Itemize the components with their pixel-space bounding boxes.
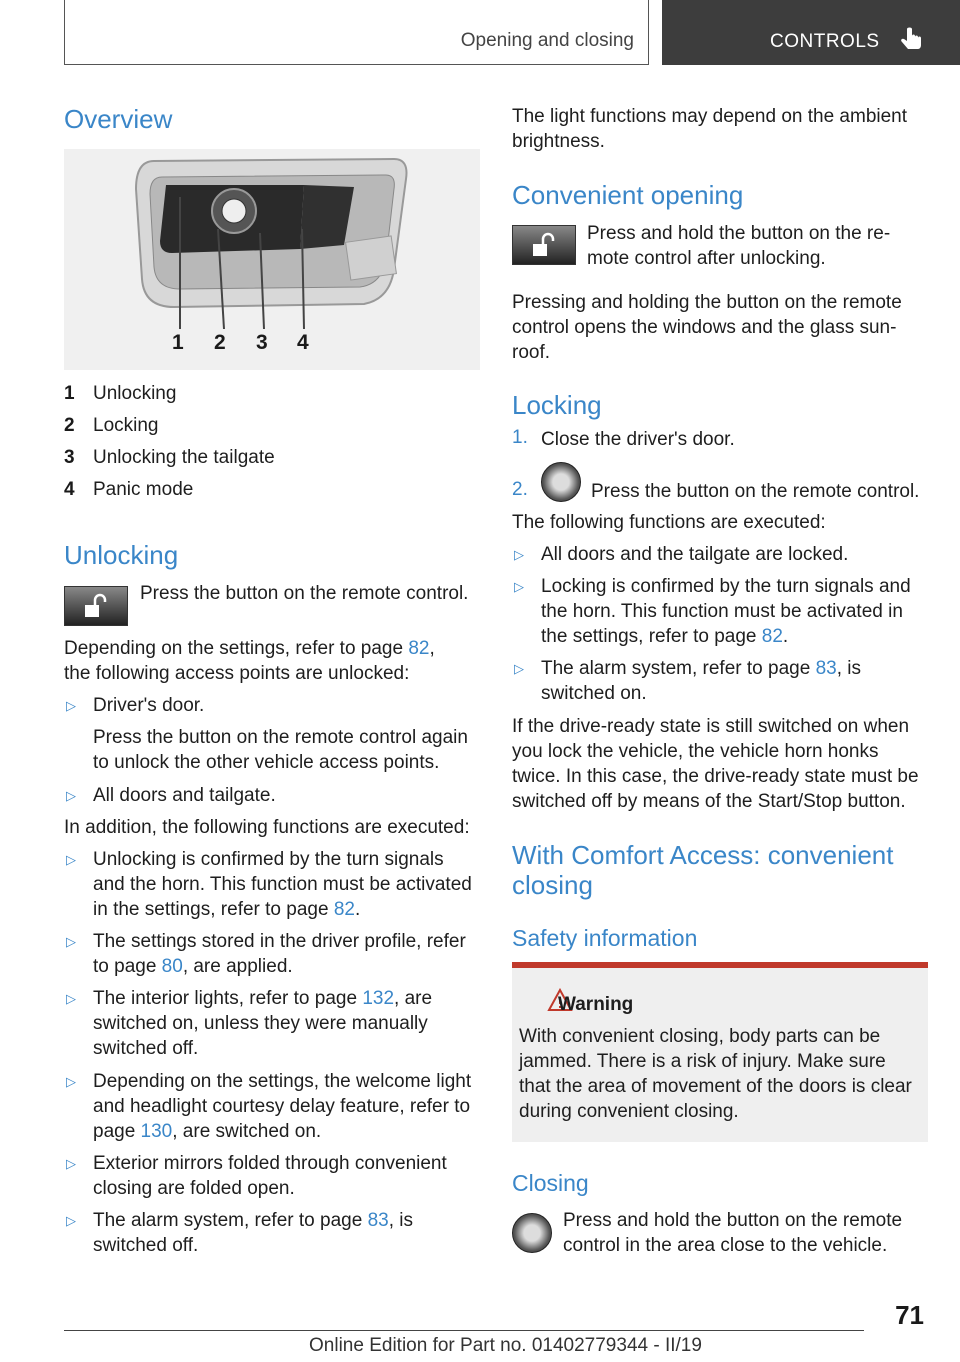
text: If the drive-ready state is still switched on when <box>512 716 910 737</box>
bullet-text: All doors and the tailgate are locked. <box>541 544 849 565</box>
step-text: Close the driver's door. <box>541 429 735 450</box>
text: switched off. <box>93 1038 199 1059</box>
header-section-box <box>64 0 649 65</box>
text: With convenient closing, body parts can be <box>519 1026 881 1047</box>
bullet-icon: ▷ <box>514 579 524 594</box>
text: , is <box>836 658 861 679</box>
callout-4: 4 <box>297 331 309 354</box>
bullet-text <box>93 1151 493 1201</box>
text: and the horn. This function must be activated <box>93 874 472 895</box>
page-number: 71 <box>895 1300 924 1330</box>
text: mote control after unlocking. <box>587 248 826 269</box>
functions-para: In addition, the following functions are executed: <box>64 817 470 838</box>
unlock-icon <box>65 587 129 627</box>
text: you lock the vehicle, the vehicle horn honks <box>512 741 879 762</box>
text: switched on. <box>541 683 647 704</box>
text: , is <box>388 1210 413 1231</box>
overview-item-label: Unlocking <box>93 383 177 404</box>
bullet-text <box>93 847 493 922</box>
bullet-icon: ▷ <box>66 934 76 949</box>
unlocking-intro: Press the button on the remote control. <box>140 583 469 604</box>
text: The alarm system, refer to page <box>541 658 816 679</box>
page-link[interactable]: 80 <box>161 956 183 977</box>
page-link[interactable]: 82 <box>408 638 430 659</box>
bullet-text <box>541 656 931 706</box>
warning-title: Warning <box>558 994 634 1015</box>
callout-2: 2 <box>214 331 226 354</box>
page-link[interactable]: 83 <box>367 1210 389 1231</box>
bullet-text <box>93 1208 493 1258</box>
text: The light functions may depend on the ambient <box>512 106 908 127</box>
step-number: 1. <box>512 427 528 448</box>
text: the horn. This function must be activated in <box>541 601 903 622</box>
bullet-icon: ▷ <box>66 1074 76 1089</box>
text: jammed. There is a risk of injury. Make sure <box>519 1051 886 1072</box>
bullet-text: All doors and tailgate. <box>93 785 276 806</box>
text: Depending on the settings, the welcome light <box>93 1071 472 1092</box>
text: Unlocking is confirmed by the turn signals <box>93 849 444 870</box>
text: Pressing and holding the button on the remote <box>512 292 902 313</box>
convenient-opening-title: Convenient opening <box>512 180 744 210</box>
convenient-opening-para <box>512 290 932 365</box>
text: Press and hold the button on the re- <box>587 223 891 244</box>
comfort-access-title-cont: closing <box>512 870 593 900</box>
text: The interior lights, refer to page <box>93 988 363 1009</box>
overview-item-label: Unlocking the tailgate <box>93 447 275 468</box>
page-link[interactable]: 83 <box>815 658 837 679</box>
functions-para: The following functions are executed: <box>512 512 826 533</box>
callout-1: 1 <box>172 331 184 354</box>
unlock-button-image <box>64 586 128 626</box>
warning-box <box>512 962 928 1142</box>
unlock-button-image <box>512 225 576 265</box>
text: , are switched on. <box>172 1121 322 1142</box>
locking-title: Locking <box>512 390 602 420</box>
remote-key-illustration <box>64 149 480 370</box>
bmw-button-icon <box>541 462 581 502</box>
bullet-icon: ▷ <box>66 788 76 803</box>
safety-info-title: Safety information <box>512 925 698 951</box>
text: roof. <box>512 342 551 363</box>
text: switched off. <box>93 1235 199 1256</box>
bullet-icon: ▷ <box>66 991 76 1006</box>
bullet-icon: ▷ <box>66 1156 76 1171</box>
remote-key-icon <box>64 149 480 370</box>
overview-item-label: Panic mode <box>93 479 194 500</box>
drive-ready-para <box>512 714 942 814</box>
bullet-text <box>541 574 931 649</box>
callout-3: 3 <box>256 331 268 354</box>
closing-title: Closing <box>512 1170 589 1196</box>
text: that the area of movement of the doors is clear <box>519 1076 912 1097</box>
convenient-opening-text <box>587 221 927 271</box>
overview-item-num: 1 <box>64 383 75 404</box>
text: . <box>354 899 361 920</box>
hand-pointer-icon <box>898 26 926 54</box>
footer-edition: Online Edition for Part no. 01402779344 - II/19 <box>309 1335 702 1356</box>
page-link[interactable]: 130 <box>140 1121 173 1142</box>
step-text: Press the button on the remote control. <box>591 481 920 502</box>
footer-divider <box>64 1330 864 1331</box>
warning-text <box>519 1024 929 1124</box>
text: page <box>93 1121 141 1142</box>
page-link[interactable]: 82 <box>333 899 355 920</box>
text: Locking is confirmed by the turn signals and <box>541 576 911 597</box>
header-chapter-box <box>662 0 960 65</box>
bullet-text <box>93 929 493 979</box>
text: The settings stored in the driver profile, refer <box>93 931 466 952</box>
bullet-icon: ▷ <box>66 852 76 867</box>
light-functions-para <box>512 104 932 154</box>
page-link[interactable]: 82 <box>761 626 783 647</box>
text: to unlock the other vehicle access points. <box>93 752 440 773</box>
text: , are <box>394 988 433 1009</box>
closing-text <box>563 1208 933 1258</box>
comfort-access-title: With Comfort Access: convenient <box>512 840 894 870</box>
unlocking-title: Unlocking <box>64 540 179 570</box>
bmw-button-icon <box>512 1213 552 1253</box>
unlock-icon <box>513 226 577 266</box>
text: . <box>782 626 789 647</box>
text: Exterior mirrors folded through convenient <box>93 1153 447 1174</box>
text: twice. In this case, the drive-ready state must be <box>512 766 919 787</box>
text: during convenient closing. <box>519 1101 739 1122</box>
bullet-text <box>93 1069 493 1144</box>
page-link[interactable]: 132 <box>362 988 395 1009</box>
overview-item-label: Locking <box>93 415 159 436</box>
overview-item-num: 2 <box>64 415 75 436</box>
text: control opens the windows and the glass sun- <box>512 317 897 338</box>
text: Press and hold the button on the remote <box>563 1210 903 1231</box>
text: switched on, unless they were manually <box>93 1013 428 1034</box>
step-number: 2. <box>512 479 528 500</box>
bullet-text: Driver's door. <box>93 695 205 716</box>
bullet-subtext <box>93 725 493 775</box>
bullet-icon: ▷ <box>66 1213 76 1228</box>
text: the settings, refer to page <box>541 626 762 647</box>
overview-item-num: 3 <box>64 447 75 468</box>
bullet-text <box>93 986 493 1061</box>
header-chapter-title: CONTROLS <box>770 31 880 52</box>
text: The alarm system, refer to page <box>93 1210 368 1231</box>
bullet-icon: ▷ <box>66 698 76 713</box>
text: , are applied. <box>182 956 293 977</box>
text: and headlight courtesy delay feature, refer to <box>93 1096 471 1117</box>
text: Press the button on the remote control again <box>93 727 468 748</box>
text: the following access points are unlocked: <box>64 663 410 684</box>
text: in the settings, refer to page <box>93 899 334 920</box>
bullet-icon: ▷ <box>514 547 524 562</box>
text: switched off by means of the Start/Stop button. <box>512 791 906 812</box>
bullet-icon: ▷ <box>514 661 524 676</box>
text: , <box>429 638 435 659</box>
text: control in the area close to the vehicle. <box>563 1235 888 1256</box>
overview-item-num: 4 <box>64 479 75 500</box>
text: Depending on the settings, refer to page <box>64 638 409 659</box>
text: to page <box>93 956 162 977</box>
overview-title: Overview <box>64 104 173 134</box>
unlocking-para <box>64 636 484 686</box>
text: brightness. <box>512 131 605 152</box>
header-section-title: Opening and closing <box>460 30 634 51</box>
text: closing are folded open. <box>93 1178 295 1199</box>
